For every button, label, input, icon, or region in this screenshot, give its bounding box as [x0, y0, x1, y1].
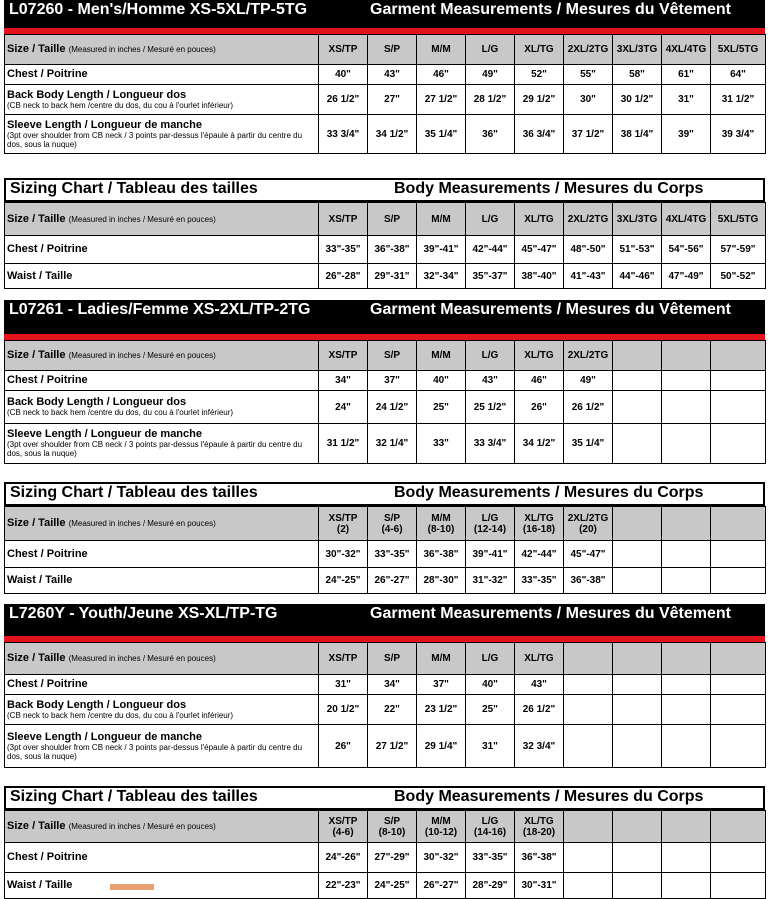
measurement-value: 52" — [515, 65, 564, 85]
size-header-cell: XL/TG — [515, 35, 564, 65]
measurement-value: 26 1/2" — [319, 85, 368, 115]
size-note: (Measured in inches / Mesuré en pouces) — [68, 45, 216, 54]
measurement-value: 22"-23" — [319, 873, 368, 899]
measurement-value: 25 1/2" — [466, 391, 515, 424]
measurement-value: 25" — [466, 695, 515, 725]
measurement-value: 49" — [564, 371, 613, 391]
measurement-value: 33"-35" — [368, 541, 417, 568]
measurement-row — [5, 695, 766, 725]
measurement-label-cell — [5, 675, 319, 695]
section-subtitle: Garment Measurements / Mesures du Vêtement — [370, 605, 732, 622]
measurement-value: 30"-32" — [319, 541, 368, 568]
size-note: (Measured in inches / Mesuré en pouces) — [68, 654, 216, 663]
measurement-label-cell — [5, 424, 319, 464]
measurement-note: (3pt over shoulder from CB neck / 3 points par-dessus l'épaule à partir du centre du dos, sous la nuque) — [7, 440, 303, 458]
size-header-cell: L/G (14-16) — [466, 811, 515, 843]
measurement-value: 26"-27" — [417, 873, 466, 899]
ladies-body-table — [4, 506, 766, 594]
measurement-value — [711, 695, 766, 725]
measurement-label-cell — [5, 695, 319, 725]
size-header-cell: 5XL/5TG — [711, 35, 766, 65]
size-header-cell — [711, 507, 766, 541]
ladies-body-header — [4, 482, 765, 506]
size-header-cell — [711, 341, 766, 371]
measurement-value: 57"-59" — [711, 236, 766, 264]
measurement-label: Chest / Poitrine — [7, 678, 88, 690]
measurement-value: 36"-38" — [417, 541, 466, 568]
size-row — [5, 35, 766, 65]
youth-body-header — [4, 786, 765, 810]
size-label: Size / Taille — [7, 820, 66, 832]
mens-body-header — [4, 178, 765, 202]
size-header-cell: 5XL/5TG — [711, 203, 766, 236]
measurement-value: 36" — [466, 115, 515, 154]
section-subtitle: Body Measurements / Mesures du Corps — [394, 484, 704, 501]
section-title: Sizing Chart / Tableau des tailles — [10, 484, 258, 501]
measurement-value — [613, 725, 662, 768]
measurement-value — [564, 675, 613, 695]
size-header-cell: 3XL/3TG — [613, 203, 662, 236]
measurement-label-cell — [5, 568, 319, 594]
measurement-value — [711, 675, 766, 695]
measurement-value: 34 1/2" — [368, 115, 417, 154]
measurement-value — [564, 725, 613, 768]
measurement-label: Back Body Length / Longueur dos — [7, 88, 187, 101]
measurement-label: Back Body Length / Longueur dos — [7, 396, 187, 408]
measurement-value: 30"-32" — [417, 843, 466, 873]
size-header-cell: S/P — [368, 643, 417, 675]
size-header-cell: XL/TG (16-18) — [515, 507, 564, 541]
size-header-cell: S/P — [368, 203, 417, 236]
size-header-cell: S/P (4-6) — [368, 507, 417, 541]
size-note: (Measured in inches / Mesuré en pouces) — [68, 519, 216, 528]
measurement-value: 35 1/4" — [564, 424, 613, 464]
section-title: Sizing Chart / Tableau des tailles — [10, 180, 258, 197]
measurement-note: (3pt over shoulder from CB neck / 3 points par-dessus l'épaule à partir du centre du dos, sous la nuque) — [7, 130, 303, 149]
size-row — [5, 341, 766, 371]
section-title: L07261 - Ladies/Femme XS-2XL/TP-2TG — [9, 301, 311, 318]
measurement-value: 26 1/2" — [564, 391, 613, 424]
measurement-value — [711, 391, 766, 424]
measurement-value: 43" — [466, 371, 515, 391]
size-label-cell — [5, 341, 319, 371]
measurement-value: 29 1/4" — [417, 725, 466, 768]
measurement-value: 34 1/2" — [515, 424, 564, 464]
measurement-label: Waist / Taille — [7, 574, 73, 586]
size-header-cell: XL/TG (18-20) — [515, 811, 564, 843]
size-label-cell — [5, 35, 319, 65]
measurement-label: Waist / Taille — [7, 879, 73, 891]
size-header-cell: L/G (12-14) — [466, 507, 515, 541]
measurement-label-cell — [5, 391, 319, 424]
measurement-value: 33 3/4" — [466, 424, 515, 464]
size-header-cell: XS/TP (2) — [319, 507, 368, 541]
measurement-label-cell — [5, 371, 319, 391]
youth-garment-table — [4, 642, 766, 768]
measurement-value: 28 1/2" — [466, 85, 515, 115]
measurement-label: Chest / Poitrine — [7, 851, 88, 863]
size-label: Size / Taille — [7, 652, 66, 664]
measurement-note: (CB neck to back hem /centre du dos, du cou à l'ourlet inférieur) — [7, 710, 234, 720]
measurement-label-cell — [5, 873, 319, 899]
measurement-value: 28"-30" — [417, 568, 466, 594]
measurement-value — [711, 873, 766, 899]
measurement-value: 30"-31" — [515, 873, 564, 899]
measurement-value: 46" — [417, 65, 466, 85]
measurement-value: 30 1/2" — [613, 85, 662, 115]
size-row — [5, 203, 766, 236]
measurement-label-cell — [5, 725, 319, 768]
measurement-value: 30" — [564, 85, 613, 115]
size-header-cell — [662, 811, 711, 843]
measurement-label-cell — [5, 85, 319, 115]
measurement-label-cell — [5, 541, 319, 568]
measurement-value: 47"-49" — [662, 264, 711, 289]
section-subtitle: Garment Measurements / Mesures du Vêtement — [370, 301, 732, 318]
size-header-cell: 4XL/4TG — [662, 203, 711, 236]
measurement-value: 40" — [417, 371, 466, 391]
measurement-value: 24"-26" — [319, 843, 368, 873]
measurement-value: 34" — [368, 675, 417, 695]
size-header-cell: XL/TG — [515, 643, 564, 675]
measurement-row — [5, 843, 766, 873]
size-label: Size / Taille — [7, 349, 66, 361]
measurement-row — [5, 85, 766, 115]
measurement-value: 42"-44" — [466, 236, 515, 264]
measurement-row — [5, 541, 766, 568]
measurement-value — [711, 725, 766, 768]
measurement-value: 32"-34" — [417, 264, 466, 289]
section-subtitle: Body Measurements / Mesures du Corps — [394, 180, 704, 197]
measurement-value: 32 1/4" — [368, 424, 417, 464]
measurement-value: 24 1/2" — [368, 391, 417, 424]
size-header-cell — [613, 341, 662, 371]
size-header-cell: M/M — [417, 643, 466, 675]
measurement-value — [711, 371, 766, 391]
size-header-cell — [613, 507, 662, 541]
measurement-value: 35"-37" — [466, 264, 515, 289]
measurement-note: (3pt over shoulder from CB neck / 3 points par-dessus l'épaule à partir du centre du dos, sous la nuque) — [7, 742, 303, 761]
measurement-label: Chest / Poitrine — [7, 243, 88, 255]
measurement-value — [711, 843, 766, 873]
measurement-value: 49" — [466, 65, 515, 85]
size-header-cell — [564, 811, 613, 843]
size-note: (Measured in inches / Mesuré en pouces) — [68, 351, 216, 360]
size-header-cell — [711, 643, 766, 675]
size-label: Size / Taille — [7, 43, 66, 55]
measurement-row — [5, 264, 766, 289]
measurement-row — [5, 391, 766, 424]
size-header-cell: M/M (8-10) — [417, 507, 466, 541]
size-header-cell: XS/TP — [319, 341, 368, 371]
size-header-cell: XS/TP — [319, 643, 368, 675]
mens-garment-table — [4, 34, 766, 154]
measurement-value: 43" — [368, 65, 417, 85]
size-header-cell: XS/TP (4-6) — [319, 811, 368, 843]
measurement-value: 36"-38" — [564, 568, 613, 594]
measurement-value — [662, 873, 711, 899]
measurement-value: 31 1/2" — [319, 424, 368, 464]
size-header-cell — [662, 643, 711, 675]
measurement-value — [662, 371, 711, 391]
measurement-value — [613, 568, 662, 594]
measurement-label-cell — [5, 115, 319, 154]
size-label-cell — [5, 811, 319, 843]
size-header-cell — [564, 643, 613, 675]
measurement-value: 39 3/4" — [711, 115, 766, 154]
measurement-value: 45"-47" — [564, 541, 613, 568]
measurement-value — [662, 391, 711, 424]
measurement-value: 29"-31" — [368, 264, 417, 289]
size-header-cell: S/P — [368, 35, 417, 65]
measurement-value: 27" — [368, 85, 417, 115]
measurement-value — [662, 541, 711, 568]
measurement-row — [5, 236, 766, 264]
youth-garment-header — [4, 604, 765, 642]
measurement-value: 27"-29" — [368, 843, 417, 873]
measurement-row — [5, 65, 766, 85]
size-row — [5, 811, 766, 843]
size-header-cell: XS/TP — [319, 35, 368, 65]
measurement-value — [564, 843, 613, 873]
measurement-value — [613, 391, 662, 424]
size-header-cell: M/M — [417, 203, 466, 236]
measurement-value — [613, 873, 662, 899]
measurement-value: 45"-47" — [515, 236, 564, 264]
measurement-value: 26"-28" — [319, 264, 368, 289]
measurement-row — [5, 568, 766, 594]
measurement-value: 34" — [319, 371, 368, 391]
measurement-value: 54"-56" — [662, 236, 711, 264]
measurement-label-cell — [5, 843, 319, 873]
measurement-value — [613, 695, 662, 725]
size-header-cell: XL/TG — [515, 341, 564, 371]
measurement-value: 46" — [515, 371, 564, 391]
measurement-value: 31" — [319, 675, 368, 695]
measurement-row — [5, 725, 766, 768]
measurement-value: 51"-53" — [613, 236, 662, 264]
mens-body-table — [4, 202, 766, 289]
size-header-cell: L/G — [466, 203, 515, 236]
section-title: Sizing Chart / Tableau des tailles — [10, 788, 258, 805]
measurement-value: 24"-25" — [368, 873, 417, 899]
measurement-label-cell — [5, 65, 319, 85]
measurement-value: 44"-46" — [613, 264, 662, 289]
measurement-value: 43" — [515, 675, 564, 695]
measurement-value: 36 3/4" — [515, 115, 564, 154]
measurement-value: 26 1/2" — [515, 695, 564, 725]
measurement-row — [5, 675, 766, 695]
mens-garment-header — [4, 0, 765, 34]
measurement-value: 31"-32" — [466, 568, 515, 594]
measurement-value — [662, 424, 711, 464]
size-header-cell: M/M — [417, 35, 466, 65]
measurement-row — [5, 115, 766, 154]
measurement-value: 55" — [564, 65, 613, 85]
size-label: Size / Taille — [7, 517, 66, 529]
measurement-value — [662, 568, 711, 594]
measurement-value: 22" — [368, 695, 417, 725]
size-header-cell — [613, 811, 662, 843]
measurement-value: 37" — [368, 371, 417, 391]
measurement-note: (CB neck to back hem /centre du dos, du cou à l'ourlet inférieur) — [7, 100, 234, 110]
size-label-cell — [5, 643, 319, 675]
size-header-cell — [662, 507, 711, 541]
section-subtitle: Body Measurements / Mesures du Corps — [394, 788, 704, 805]
measurement-value: 31 1/2" — [711, 85, 766, 115]
measurement-value: 31" — [662, 85, 711, 115]
measurement-value: 38 1/4" — [613, 115, 662, 154]
measurement-value: 27 1/2" — [417, 85, 466, 115]
measurement-value: 33"-35" — [319, 236, 368, 264]
measurement-value — [564, 695, 613, 725]
measurement-label: Chest / Poitrine — [7, 547, 88, 560]
measurement-value: 50"-52" — [711, 264, 766, 289]
measurement-value: 20 1/2" — [319, 695, 368, 725]
measurement-value: 39" — [662, 115, 711, 154]
size-header-cell: XS/TP — [319, 203, 368, 236]
size-label: Size / Taille — [7, 212, 66, 225]
size-header-cell: 2XL/2TG — [564, 35, 613, 65]
measurement-value: 39"-41" — [417, 236, 466, 264]
measurement-value: 40" — [466, 675, 515, 695]
measurement-label: Sleeve Length / Longueur de manche — [7, 428, 202, 440]
size-header-cell — [711, 811, 766, 843]
measurement-label: Chest / Poitrine — [7, 68, 88, 80]
measurement-label: Back Body Length / Longueur dos — [7, 698, 187, 711]
measurement-value — [613, 675, 662, 695]
size-header-cell — [662, 341, 711, 371]
measurement-label: Waist / Taille — [7, 269, 73, 282]
section-title: L07260 - Men's/Homme XS-5XL/TP-5TG — [9, 1, 308, 18]
measurement-value — [662, 695, 711, 725]
measurement-value — [613, 424, 662, 464]
measurement-value: 26"-27" — [368, 568, 417, 594]
size-header-cell: 2XL/2TG — [564, 341, 613, 371]
measurement-value: 33 3/4" — [319, 115, 368, 154]
measurement-value — [613, 843, 662, 873]
measurement-value: 58" — [613, 65, 662, 85]
measurement-value: 37 1/2" — [564, 115, 613, 154]
measurement-value: 25" — [417, 391, 466, 424]
section-subtitle: Garment Measurements / Mesures du Vêtement — [370, 1, 732, 18]
size-note: (Measured in inches / Mesuré en pouces) — [68, 214, 216, 224]
measurement-label: Sleeve Length / Longueur de manche — [7, 730, 202, 743]
page-edge-mark — [110, 884, 154, 890]
measurement-note: (CB neck to back hem /centre du dos, du cou à l'ourlet inférieur) — [7, 408, 234, 417]
measurement-label-cell — [5, 236, 319, 264]
size-header-cell: S/P — [368, 341, 417, 371]
measurement-value: 29 1/2" — [515, 85, 564, 115]
measurement-value: 26" — [515, 391, 564, 424]
size-row — [5, 507, 766, 541]
measurement-value — [564, 873, 613, 899]
measurement-value: 24"-25" — [319, 568, 368, 594]
size-header-cell: L/G — [466, 341, 515, 371]
measurement-value: 23 1/2" — [417, 695, 466, 725]
measurement-value: 35 1/4" — [417, 115, 466, 154]
size-header-cell: M/M (10-12) — [417, 811, 466, 843]
measurement-value — [613, 541, 662, 568]
measurement-value: 39"-41" — [466, 541, 515, 568]
section-title: L7260Y - Youth/Jeune XS-XL/TP-TG — [9, 605, 278, 622]
size-header-cell: 2XL/2TG (20) — [564, 507, 613, 541]
size-row — [5, 643, 766, 675]
measurement-value: 27 1/2" — [368, 725, 417, 768]
measurement-value: 33" — [417, 424, 466, 464]
measurement-value: 38"-40" — [515, 264, 564, 289]
measurement-value: 37" — [417, 675, 466, 695]
measurement-value — [662, 843, 711, 873]
measurement-value: 28"-29" — [466, 873, 515, 899]
size-header-cell — [613, 643, 662, 675]
measurement-value — [613, 371, 662, 391]
measurement-row — [5, 371, 766, 391]
measurement-label: Sleeve Length / Longueur de manche — [7, 118, 202, 131]
ladies-garment-header — [4, 300, 765, 340]
measurement-value — [662, 725, 711, 768]
measurement-value: 41"-43" — [564, 264, 613, 289]
measurement-value — [711, 568, 766, 594]
measurement-value — [711, 424, 766, 464]
measurement-label: Chest / Poitrine — [7, 374, 88, 386]
size-header-cell: 3XL/3TG — [613, 35, 662, 65]
measurement-label-cell — [5, 264, 319, 289]
measurement-value: 48"-50" — [564, 236, 613, 264]
measurement-value — [662, 675, 711, 695]
measurement-value: 33"-35" — [515, 568, 564, 594]
measurement-value: 33"-35" — [466, 843, 515, 873]
size-header-cell: L/G — [466, 643, 515, 675]
measurement-value: 36"-38" — [368, 236, 417, 264]
measurement-value: 64" — [711, 65, 766, 85]
size-header-cell: M/M — [417, 341, 466, 371]
measurement-value: 36"-38" — [515, 843, 564, 873]
size-header-cell: XL/TG — [515, 203, 564, 236]
size-header-cell: 2XL/2TG — [564, 203, 613, 236]
size-header-cell: S/P (8-10) — [368, 811, 417, 843]
measurement-value — [711, 541, 766, 568]
measurement-row — [5, 424, 766, 464]
ladies-garment-table — [4, 340, 766, 464]
size-header-cell: 4XL/4TG — [662, 35, 711, 65]
measurement-value: 61" — [662, 65, 711, 85]
size-label-cell — [5, 507, 319, 541]
measurement-value: 26" — [319, 725, 368, 768]
size-label-cell — [5, 203, 319, 236]
measurement-value: 32 3/4" — [515, 725, 564, 768]
measurement-value: 42"-44" — [515, 541, 564, 568]
size-note: (Measured in inches / Mesuré en pouces) — [68, 822, 216, 831]
measurement-value: 24" — [319, 391, 368, 424]
size-header-cell: L/G — [466, 35, 515, 65]
measurement-value: 31" — [466, 725, 515, 768]
measurement-value: 40" — [319, 65, 368, 85]
